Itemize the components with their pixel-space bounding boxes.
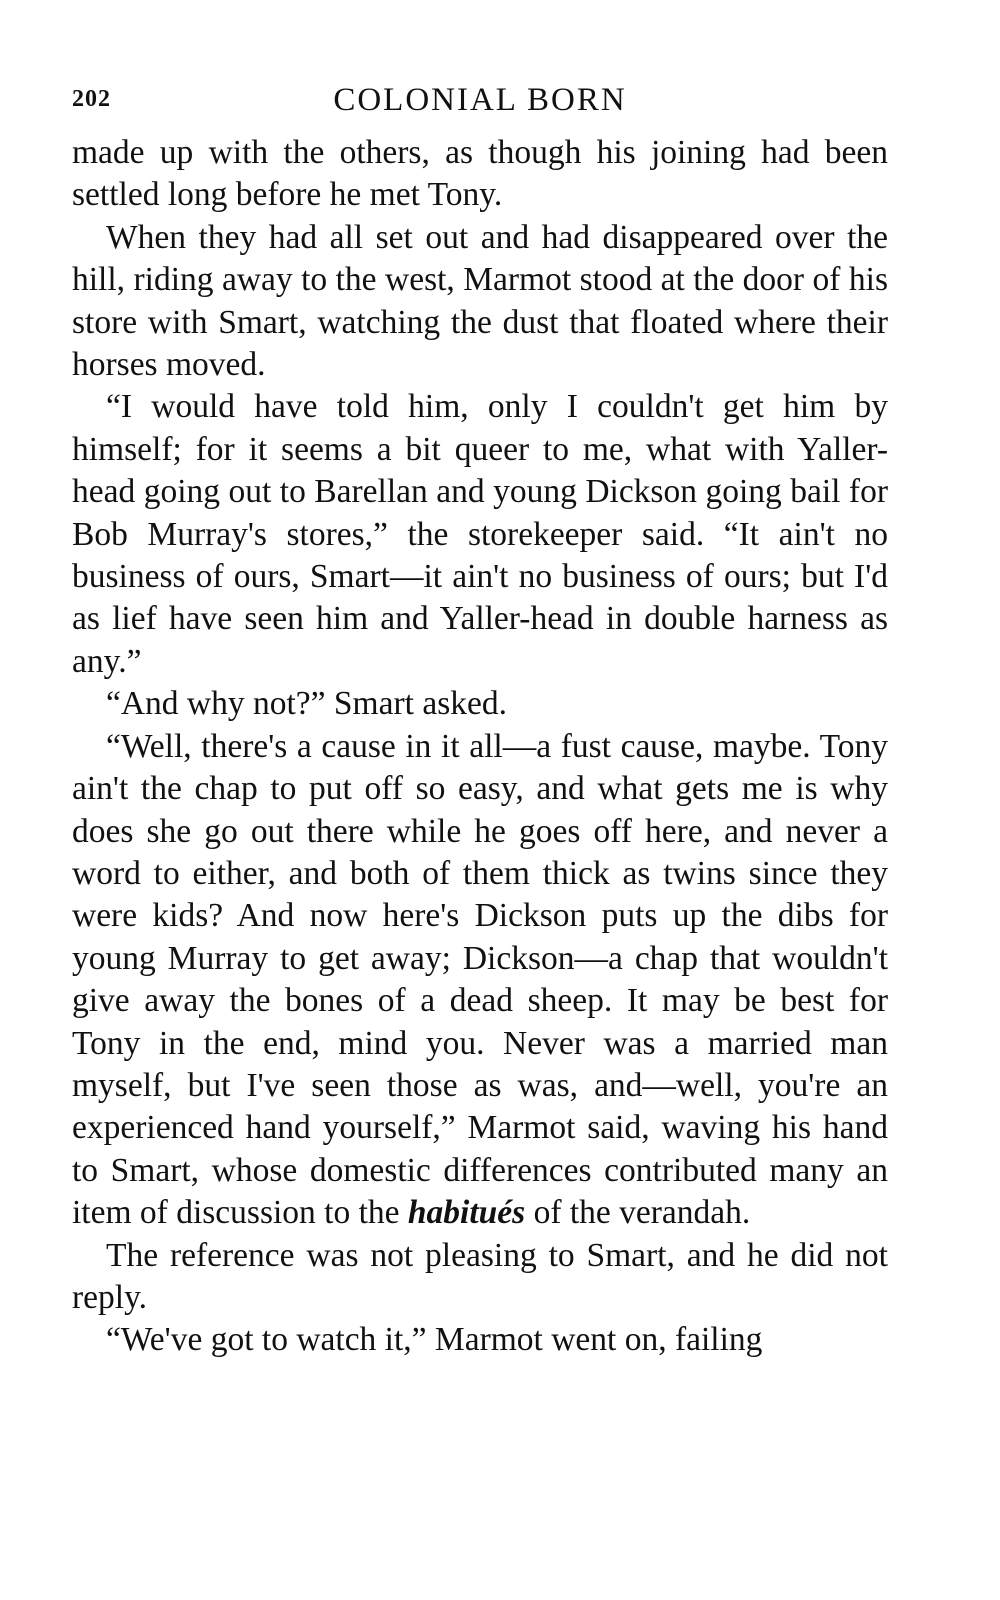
paragraph	[72, 726, 888, 1235]
paragraph-text: “Well, there's a cause in it all—a fust cause, maybe. Tony ain't the chap to put off so easy, and what gets me is why does she go out there while he goes off here, and never a word to either, and both of them thick as twins since they were kids? And now here's Dickson puts up the dibs for young Murray to get away; Dickson—a chap that wouldn't give away the bones of a dead sheep. It may be best for Tony in the end, mind you. Never was a married man myself, but I've seen those as was, and—well, you're an experienced hand yourself,” Marmot said, waving his hand to Smart, whose domestic differences contributed many an item of discussion to the	[72, 727, 888, 1232]
paragraph: When they had all set out and had disappeared over the hill, riding away to the west, Marmot stood at the door of his store with Smart, watching the dust that floated where their horses moved.	[72, 218, 888, 384]
running-head: COLONIAL BORN	[333, 82, 627, 118]
paragraph: “We've got to watch it,” Marmot went on, failing	[106, 1321, 763, 1359]
body-text	[72, 132, 888, 1362]
paragraph-text-end: of the verandah.	[525, 1194, 751, 1232]
paragraph-continuation: made up with the others, as though his joining had been settled long before he met Tony.	[72, 134, 888, 214]
paragraph: “I would have told him, only I couldn't get him by himself; for it seems a bit queer to me, what with Yaller-head going out to Barellan and young Dickson going bail for Bob Murray's stores,” the storekeeper said. “It ain't no business of ours, Smart—it ain't no business of ours; but I'd as lief have seen him and Yaller-head in double harness as any.”	[72, 388, 888, 680]
page-header	[72, 80, 888, 132]
book-page	[72, 80, 888, 1362]
paragraph: The reference was not pleasing to Smart, and he did not reply.	[72, 1236, 888, 1316]
italic-term: habitués	[407, 1194, 526, 1232]
paragraph: “And why not?” Smart asked.	[106, 685, 507, 723]
page-number: 202	[72, 86, 111, 112]
